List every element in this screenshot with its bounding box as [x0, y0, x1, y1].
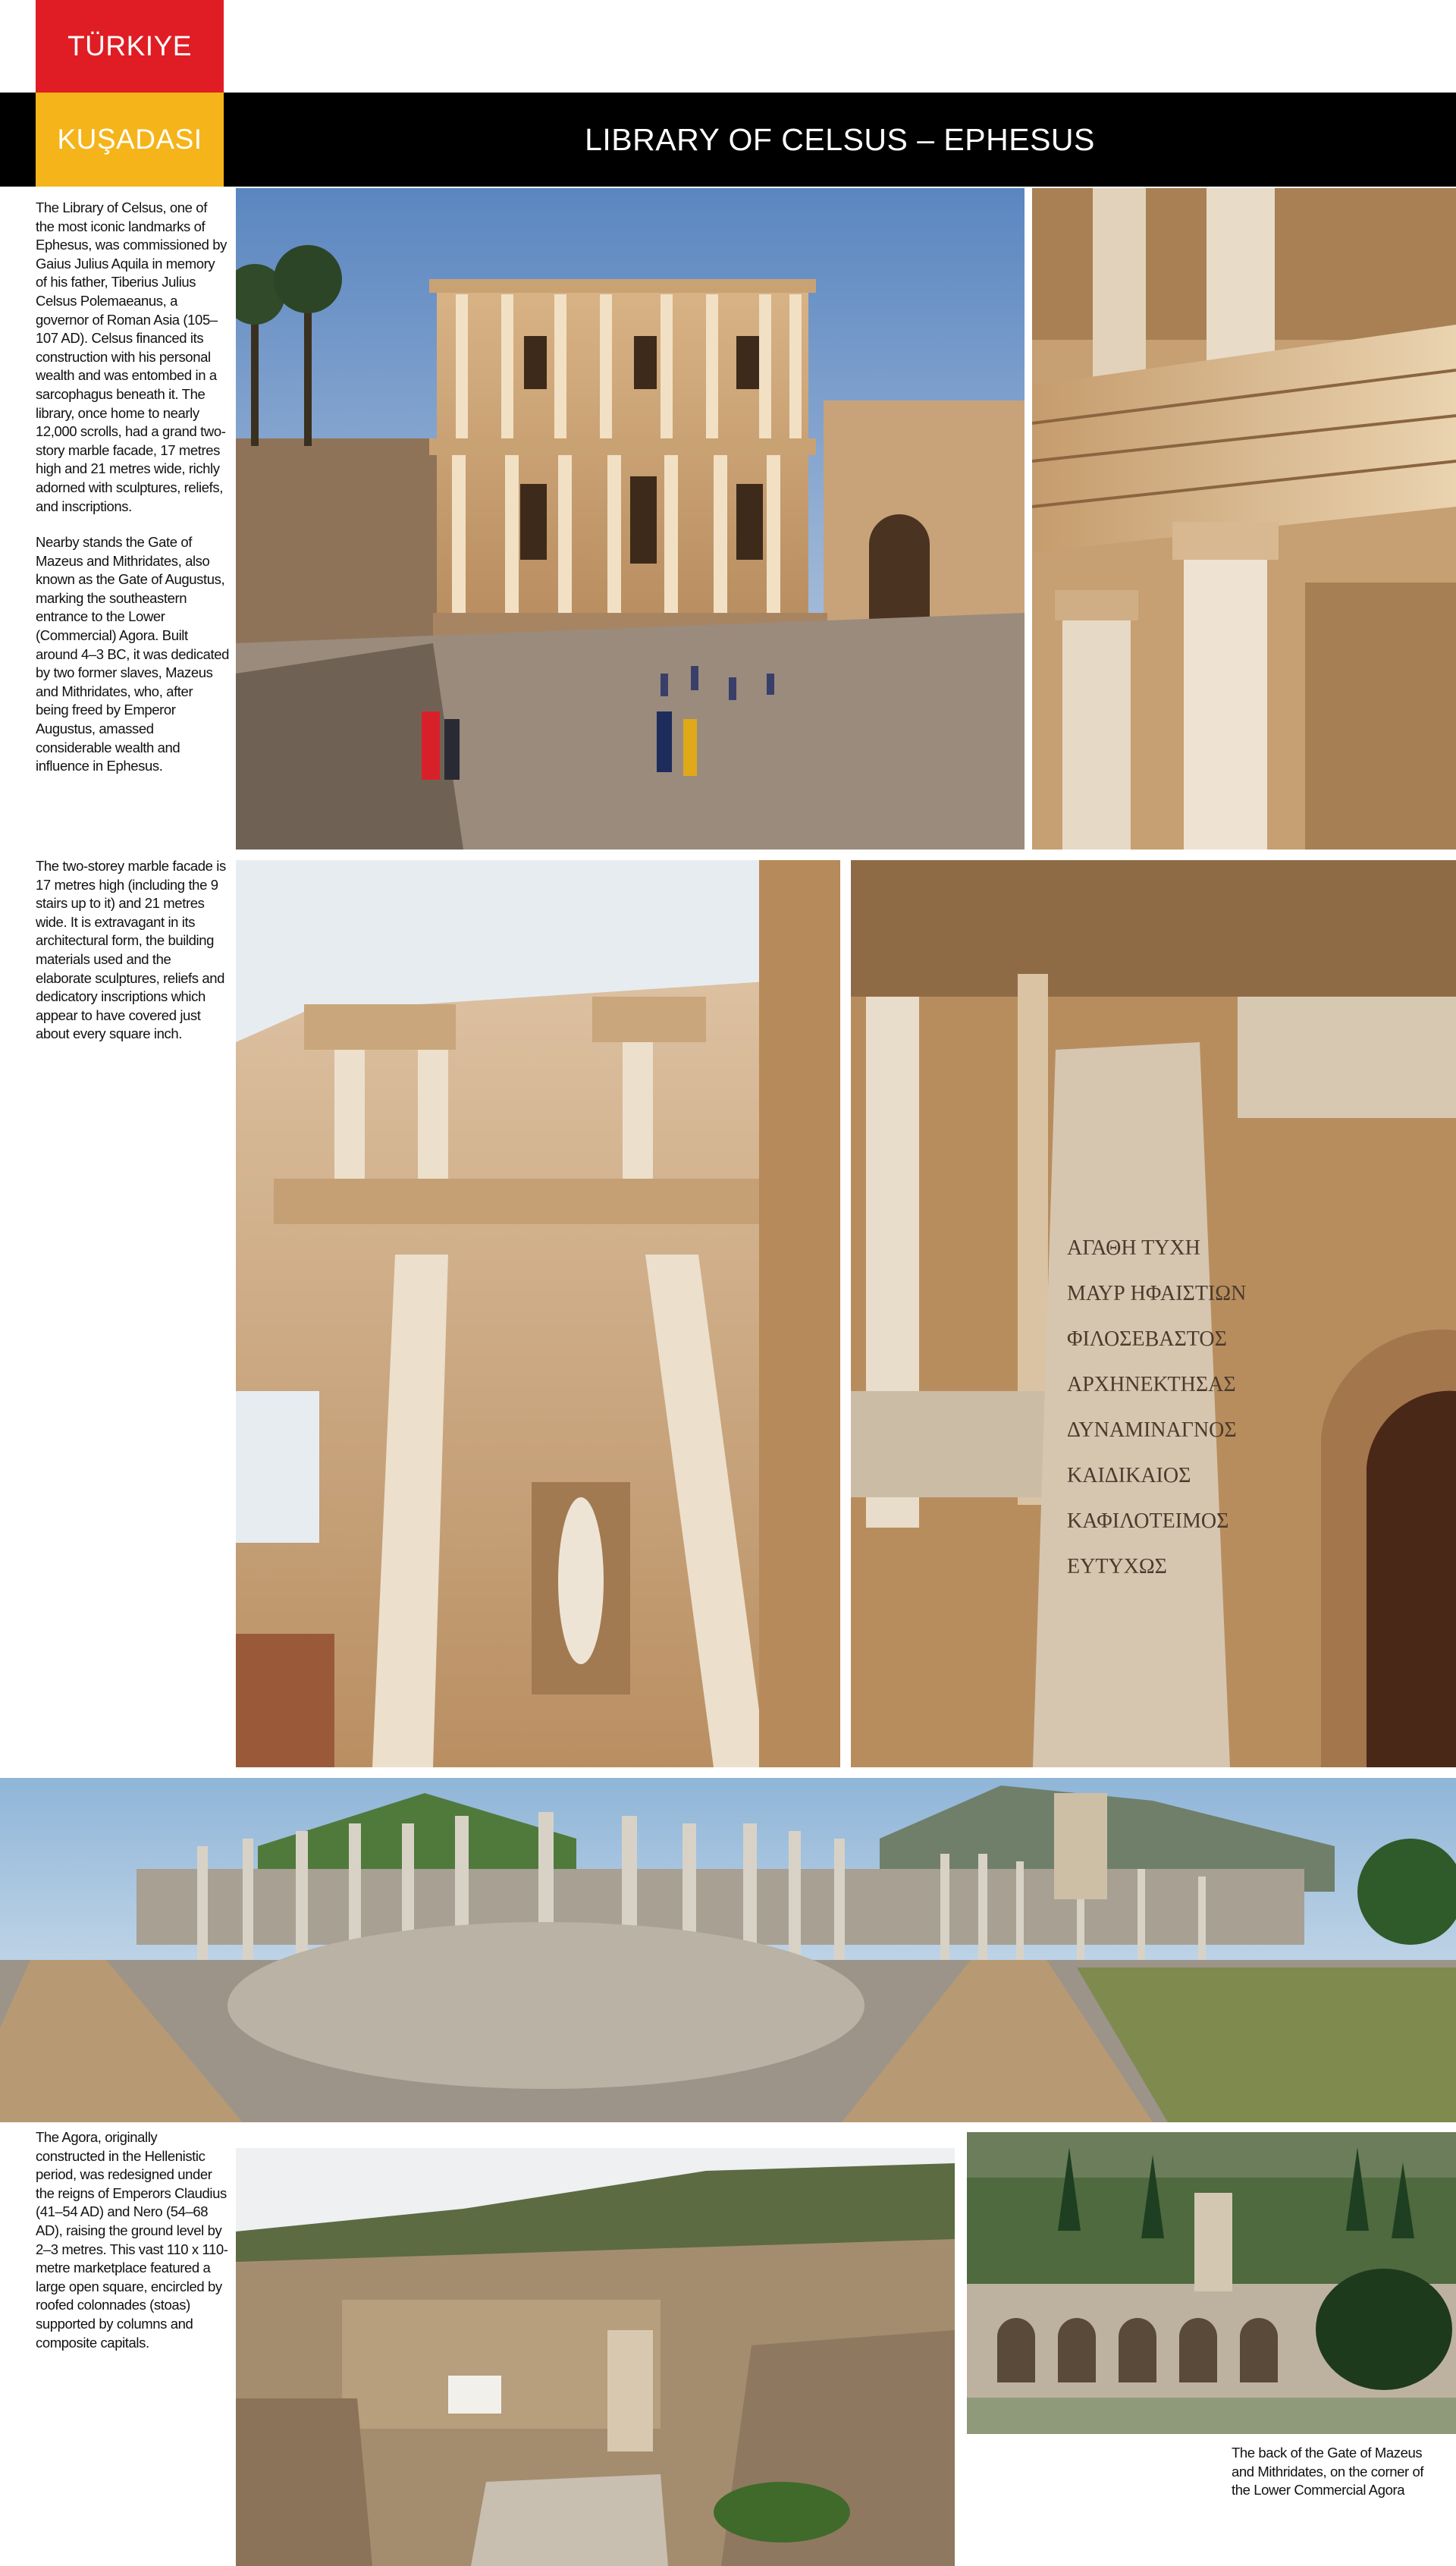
inscription-line: ΕΥΤΥΧΩΣ [1067, 1555, 1167, 1578]
intro-paragraph-1: The Library of Celsus, one of the most iconic landmarks of Ephesus, was commissioned by Gaius Julius Aquila in memory of his father, Tiberius Julius Celsus Polemaeanus, a governor of Roman Asia (105–107 AD). Celsus financed its construction with his personal wealth and was entombed in a sarcophagus beneath it. The library, once home to nearly 12,000 scrolls, had a grand two-story marble facade, 17 metres high and 21 metres wide, richly adorned with sculptures, reliefs, and inscriptions. [36, 199, 228, 514]
photo-agora-panorama [0, 1778, 1456, 2122]
city-tag: KUŞADASI [36, 93, 224, 187]
photo-column-detail [1032, 188, 1456, 850]
photo-facade-upward [236, 860, 840, 1767]
page-title: LIBRARY OF CELSUS – EPHESUS [585, 121, 1095, 157]
inscription-line: ΚΑΙΔΙΚΑΙΟΣ [1067, 1464, 1191, 1487]
photo-gate-back [967, 2132, 1456, 2434]
inscription-line: ΦΙΛΟΣΕΒΑΣΤΟΣ [1067, 1327, 1227, 1351]
intro-paragraph-2: Nearby stands the Gate of Mazeus and Mithridates, also known as the Gate of Augustus, marking the southeastern entrance to the Lower (Commercial) Agora. Built around 4–3 BC, it was dedicated by two former slaves, Mazeus and Mithridates, who, after being freed by Emperor Augustus, amassed considerable wealth and influence in Ephesus. [36, 534, 229, 774]
inscription-line: ΑΡΧΗΝΕΚΤΗΣΑΣ [1067, 1373, 1236, 1396]
agora-paragraph: The Agora, originally constructed in the Hellenistic period, was redesigned under the reigns of Emperors Claudius (41–54 AD) and Nero (54–68 AD), raising the ground level by 2–3 metres. This vast 110 x 110-metre marketplace featured a large open square, encircled by roofed colonnades (stoas) supported by columns and composite capitals. [36, 2129, 228, 2351]
photo-agora-ruins [236, 2148, 955, 2566]
facade-paragraph: The two-storey marble facade is 17 metres high (including the 9 stairs up to it) and 21 metres wide. It is extravagant in its architectural form, the building materials used and the elaborate sculptures, reliefs and dedicatory inscriptions which appear to have covered just about every square inch. [36, 858, 226, 1042]
inscription-line: ΜΑΥΡ ΗΦΑΙΣΤΙΩΝ [1067, 1282, 1247, 1305]
inscription-line: ΔΥΝΑΜΙΝΑΓΝΟΣ [1067, 1418, 1237, 1442]
inscription-line: ΑΓΑΘΗ ΤΥΧΗ [1067, 1236, 1200, 1260]
photo-inscription [851, 860, 1456, 1767]
inscription-line: ΚΑΦΙΛΟΤΕΙΜΟΣ [1067, 1509, 1229, 1533]
photo-library-front [236, 188, 1025, 850]
gate-caption: The back of the Gate of Mazeus and Mithridates, on the corner of the Lower Commercial Agora [1232, 2445, 1424, 2498]
country-tag: TÜRKIYE [36, 0, 224, 93]
